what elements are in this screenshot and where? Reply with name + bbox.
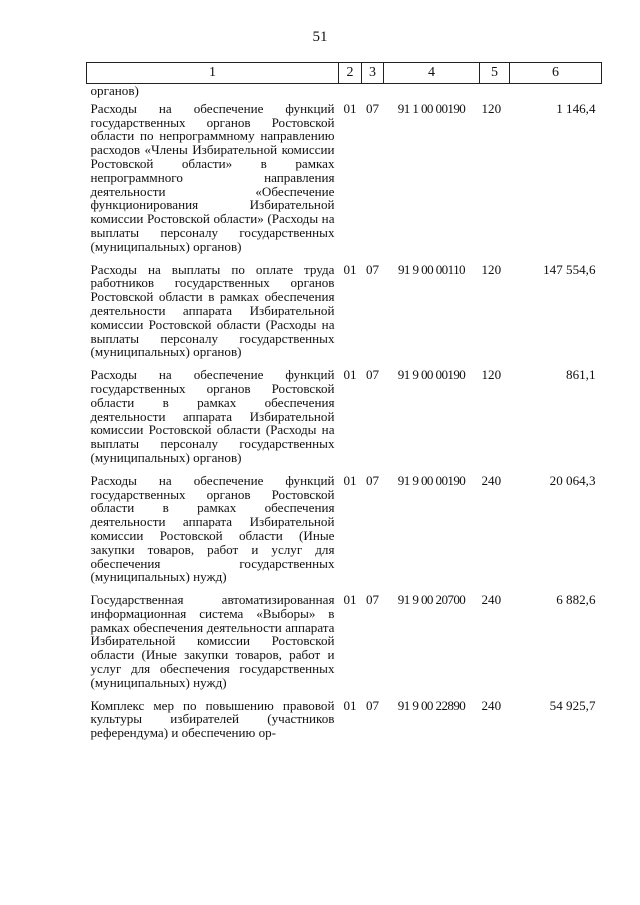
row-section: 01	[343, 100, 357, 116]
row-subsection: 07	[365, 261, 380, 277]
row-description: Расходы на обеспечение функций государственных органов Ростовской области по непрограммному направлению расходов «Члены Избирательной комиссии Ростовской области» в рамках непрограммного направления деятельности «Обеспечение функционирования Избирательной комиссии Ростовской области» (Расходы на выплаты персоналу государственных (муниципальных) органов)	[90, 100, 335, 254]
page-number: 51	[312, 29, 328, 45]
row-target-article: 91 9 00 00190	[397, 367, 466, 383]
table-row	[87, 474, 602, 593]
row-description: Расходы на обеспечение функций государственных органов Ростовской области в рамках обеспечения деятельности аппарата Избирательной комиссии Ростовской области (Иные закупки товаров, работ и услуг для обеспечения государственных (муниципальных) нужд)	[90, 472, 335, 585]
row-section: 01	[343, 472, 357, 488]
row-expense-type: 240	[481, 592, 502, 608]
table-header-row	[87, 63, 602, 84]
budget-table	[86, 62, 602, 749]
row-expense-type: 240	[481, 472, 502, 488]
header-col-2: 2	[339, 63, 362, 84]
row-expense-type: 240	[481, 697, 502, 713]
row-amount: 147 554,6	[543, 261, 596, 277]
header-col-6: 6	[510, 63, 602, 84]
table-row	[87, 263, 602, 369]
row-amount: 20 064,3	[549, 472, 596, 488]
row-description: Расходы на обеспечение функций государственных органов Ростовской области в рамках обеспечения деятельности аппарата Избирательной комиссии Ростовской области (Расходы на выплаты персоналу государственных (муниципальных) органов)	[90, 367, 335, 465]
row-section: 01	[343, 261, 357, 277]
row-target-article: 91 9 00 00110	[397, 261, 465, 277]
row-description: Расходы на выплаты по оплате труда работников государственных органов Ростовской области в рамках обеспечения деятельности аппарата Избирательной комиссии Ростовской области (Расходы на выплаты персоналу государственных (муниципальных) органов)	[90, 261, 335, 360]
table-row	[87, 593, 602, 699]
row-amount: 1 146,4	[556, 100, 596, 116]
row-section: 01	[343, 697, 357, 713]
header-col-3: 3	[362, 63, 384, 84]
header-col-5: 5	[480, 63, 510, 84]
row-subsection: 07	[365, 472, 380, 488]
row-target-article: 91 1 00 00190	[397, 100, 466, 116]
row-expense-type: 120	[481, 367, 502, 383]
continuation-text: органов)	[90, 83, 139, 98]
continuation-row	[87, 84, 602, 102]
table-row	[87, 368, 602, 474]
table-row	[87, 102, 602, 263]
row-subsection: 07	[365, 100, 380, 116]
header-col-4: 4	[384, 63, 480, 84]
row-description: Государственная автоматизированная информационная система «Выборы» в рамках обеспечения деятельности аппарата Избирательной комиссии Ростовской области (Иные закупки товаров, работ и услуг для обеспечения государственных (муниципальных) нужд)	[90, 592, 335, 690]
header-col-1: 1	[87, 63, 339, 84]
row-target-article: 91 9 00 22890	[397, 697, 466, 713]
row-amount: 6 882,6	[556, 592, 596, 608]
row-subsection: 07	[365, 367, 380, 383]
row-section: 01	[343, 592, 357, 608]
row-expense-type: 120	[481, 100, 502, 116]
row-amount: 861,1	[566, 367, 596, 383]
row-target-article: 91 9 00 20700	[397, 592, 466, 608]
row-subsection: 07	[365, 592, 380, 608]
row-target-article: 91 9 00 00190	[397, 472, 466, 488]
row-amount: 54 925,7	[549, 697, 596, 713]
row-section: 01	[343, 367, 357, 383]
row-subsection: 07	[365, 697, 380, 713]
row-expense-type: 120	[481, 261, 502, 277]
table-row	[87, 699, 602, 749]
row-description: Комплекс мер по повышению правовой культуры избирателей (участников референдума) и обеспечению ор-	[90, 697, 335, 741]
